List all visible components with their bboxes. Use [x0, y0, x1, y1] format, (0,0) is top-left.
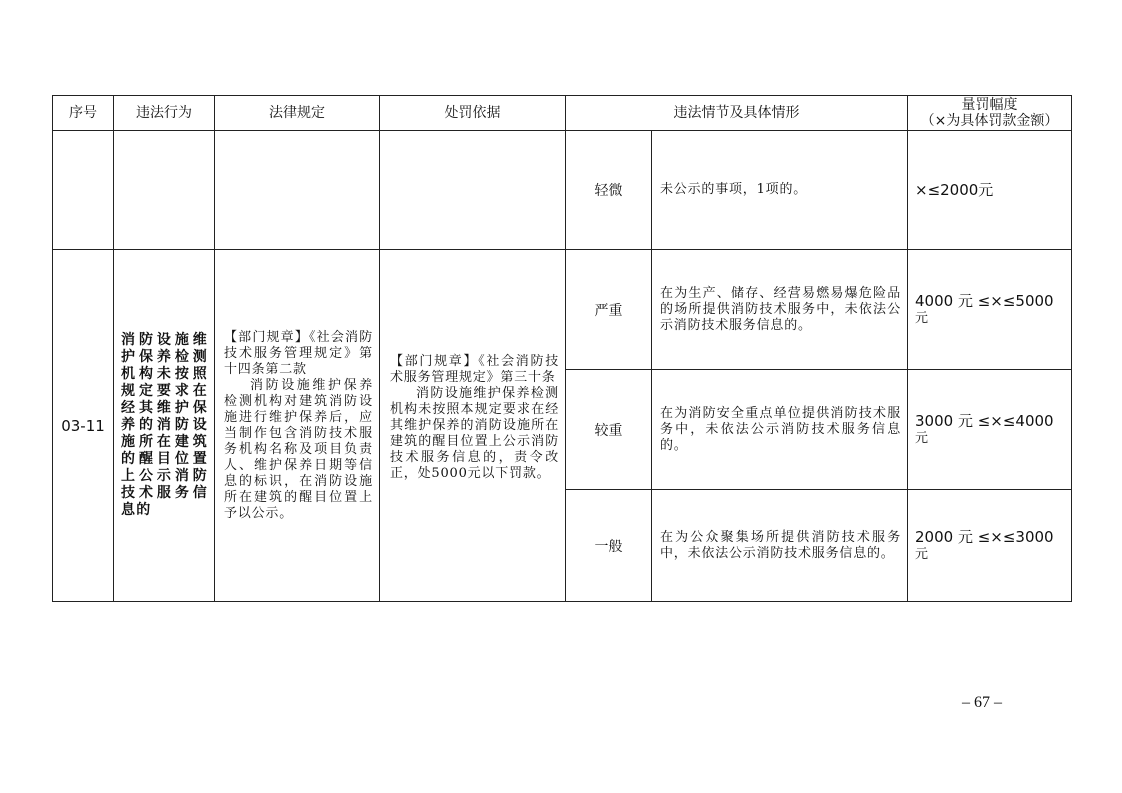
fine-range — [908, 370, 1072, 490]
fine-range: ×≤2000元 — [908, 131, 1072, 250]
severity-label: 严重 — [566, 250, 652, 370]
circumstance-description: 未公示的事项，1项的。 — [652, 131, 908, 250]
penalty-basis-title: 【部门规章】《社会消防技术服务管理规定》第三十条 — [390, 353, 559, 385]
fine-range-line2: 元 — [915, 546, 929, 562]
header-action: 违法行为 — [114, 96, 215, 131]
cell-empty-num — [53, 131, 114, 250]
legal-provision-title: 【部门规章】《社会消防技术服务管理规定》第十四条第二款 — [224, 329, 373, 377]
penalty-basis — [380, 250, 566, 602]
penalty-basis-body: 消防设施维护保养检测机构未按照本规定要求在经其维护保养的消防设施所在建筑的醒目位置上公示消防技术服务信息的，责令改正，处5000元以下罚款。 — [390, 385, 559, 481]
header-circumstances: 违法情节及具体情形 — [566, 96, 908, 131]
fine-range-line1: 3000 元 ≤×≤4000 — [915, 411, 1054, 430]
penalty-table — [52, 95, 1072, 602]
page-number: – 67 – — [962, 694, 1002, 711]
header-range-line1: 量罚幅度 — [961, 97, 1018, 113]
header-range-line2: （×为具体罚款金额） — [920, 113, 1059, 129]
severity-label: 轻微 — [566, 131, 652, 250]
fine-range-line2: 元 — [915, 430, 929, 446]
cell-empty-basis — [380, 131, 566, 250]
item-number: 03-11 — [53, 250, 114, 602]
table-row — [53, 131, 1072, 250]
fine-range — [908, 250, 1072, 370]
violation-action: 消防设施维护保养检测机构未按照规定要求在经其维护保养的消防设施所在建筑的醒目位置上公示消防技术服务信息的 — [114, 250, 215, 602]
header-law: 法律规定 — [215, 96, 380, 131]
fine-range-line1: 4000 元 ≤×≤5000 — [915, 291, 1054, 310]
cell-empty-action — [114, 131, 215, 250]
fine-range-line2: 元 — [915, 310, 929, 326]
fine-range-line1: 2000 元 ≤×≤3000 — [915, 527, 1054, 546]
header-range — [908, 96, 1072, 131]
legal-provision-body: 消防设施维护保养检测机构对建筑消防设施进行维护保养后，应当制作包含消防技术服务机构名称及项目负责人、维护保养日期等信息的标识，在消防设施所在建筑的醒目位置上予以公示。 — [224, 377, 373, 521]
severity-label: 较重 — [566, 370, 652, 490]
header-num: 序号 — [53, 96, 114, 131]
circumstance-description: 在为公众聚集场所提供消防技术服务中，未依法公示消防技术服务信息的。 — [652, 490, 908, 602]
severity-label: 一般 — [566, 490, 652, 602]
table-row — [53, 250, 1072, 370]
header-basis: 处罚依据 — [380, 96, 566, 131]
fine-range — [908, 490, 1072, 602]
circumstance-description: 在为生产、储存、经营易燃易爆危险品的场所提供消防技术服务中，未依法公示消防技术服务信息的。 — [652, 250, 908, 370]
legal-provision — [215, 250, 380, 602]
circumstance-description: 在为消防安全重点单位提供消防技术服务中，未依法公示消防技术服务信息的。 — [652, 370, 908, 490]
table-header-row — [53, 96, 1072, 131]
cell-empty-law — [215, 131, 380, 250]
